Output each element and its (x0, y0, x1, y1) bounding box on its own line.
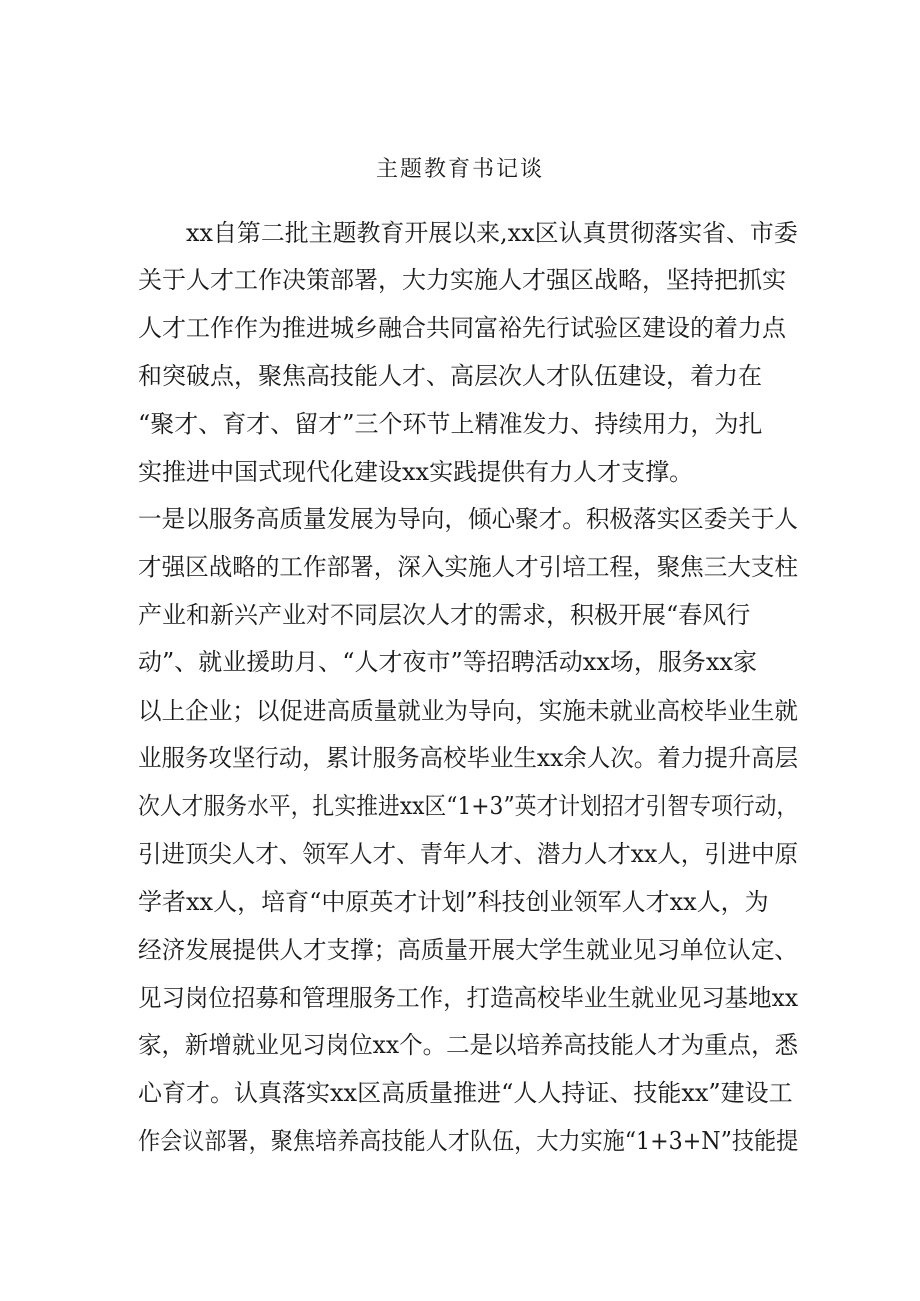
paragraph-line: 引进顶尖人才、领军人才、青年人才、潜力人才xx人，引进中原 (138, 840, 799, 868)
paragraph-line: 人才工作作为推进城乡融合共同富裕先行试验区建设的着力点 (138, 314, 786, 342)
paragraph-line: 心育才。认真落实xx区高质量推进“人人持证、技能xx”建设工 (138, 1079, 793, 1107)
paragraph-line: 业服务攻坚行动，累计服务高校毕业生xx余人次。着力提升高层 (138, 744, 799, 772)
paragraph-line: 经济发展提供人才支撑；高质量开展大学生就业见习单位认定、 (138, 936, 798, 964)
paragraph-line: 产业和新兴产业对不同层次人才的需求，积极开展“春风行 (138, 601, 751, 629)
paragraph-line: xx自第二批主题教育开展以来,xx区认真贯彻落实省、市委 (186, 219, 798, 247)
paragraph-line: 家，新增就业见习岗位xx个。二是以培养高技能人才为重点，悉 (138, 1031, 799, 1059)
paragraph-line: 一是以服务高质量发展为导向，倾心聚才。积极落实区委关于人 (138, 505, 798, 533)
paragraph-line: 才强区战略的工作部署，深入实施人才引培工程，聚焦三大支柱 (138, 553, 798, 581)
paragraph-line: 见习岗位招募和管理服务工作，打造高校毕业生就业见习基地xx (138, 984, 799, 1012)
paragraph-line: 实推进中国式现代化建设xx实践提供有力人才支撑。 (138, 458, 694, 486)
paragraph-line: 以上企业；以促进高质量就业为导向，实施未就业高校毕业生就 (138, 697, 798, 725)
paragraph-line: 次人才服务水平，扎实推进xx区“1+3”英才计划招才引智专项行动， (138, 792, 799, 820)
paragraph-line: 和突破点，聚焦高技能人才、高层次人才队伍建设，着力在 (138, 362, 762, 390)
paragraph-line: 作会议部署，聚焦培养高技能人才队伍，大力实施“1+3+N”技能提 (138, 1127, 799, 1155)
paragraph-line: 学者xx人，培育“中原英才计划”科技创业领军人才xx人，为 (138, 888, 769, 916)
paragraph-line: 动”、就业援助月、“人才夜市”等招聘活动xx场，服务xx家 (138, 648, 757, 676)
paragraph-line: 关于人才工作决策部署，大力实施人才强区战略，坚持把抓实 (138, 266, 786, 294)
paragraph-line: “聚才、育才、留才”三个环节上精准发力、持续用力，为扎 (138, 410, 763, 438)
document-title: 主题教育书记谈 (375, 157, 544, 182)
